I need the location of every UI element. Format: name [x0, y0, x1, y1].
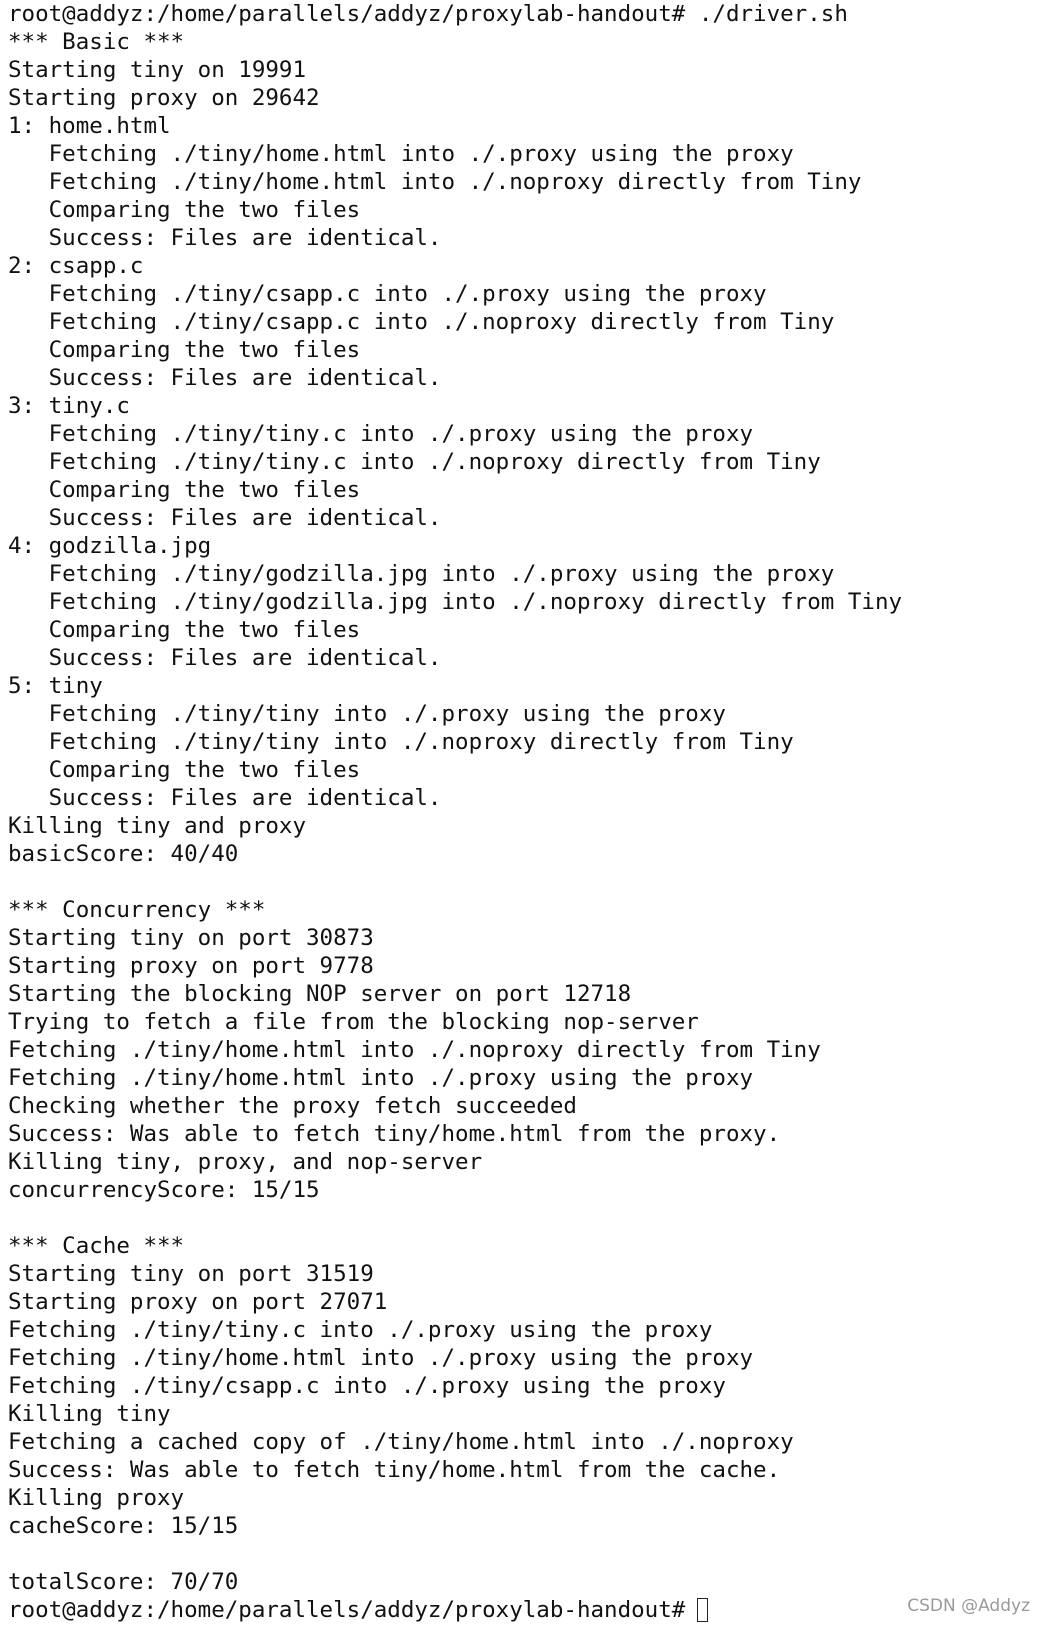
output-line: Fetching ./tiny/tiny.c into ./.proxy using the proxy [8, 1317, 713, 1343]
shell-prompt: root@addyz:/home/parallels/addyz/proxylab-handout# [8, 1597, 686, 1623]
command-prompt-line: root@addyz:/home/parallels/addyz/proxylab-handout# ./driver.sh [8, 1, 848, 27]
output-line: Fetching ./tiny/home.html into ./.proxy using the proxy [8, 1065, 754, 1091]
output-line: Fetching ./tiny/tiny.c into ./.noproxy directly from Tiny [8, 449, 821, 475]
output-line: Fetching ./tiny/tiny into ./.noproxy directly from Tiny [8, 729, 794, 755]
output-line: Fetching ./tiny/home.html into ./.noproxy directly from Tiny [8, 169, 862, 195]
output-line: Fetching ./tiny/home.html into ./.proxy using the proxy [8, 141, 794, 167]
output-line: Comparing the two files [8, 757, 361, 783]
output-line: Fetching a cached copy of ./tiny/home.html into ./.noproxy [8, 1429, 794, 1455]
output-line: concurrencyScore: 15/15 [8, 1177, 320, 1203]
output-line: *** Cache *** [8, 1233, 185, 1259]
output-line: *** Basic *** [8, 29, 185, 55]
output-line: 4: godzilla.jpg [8, 533, 212, 559]
output-line: Starting proxy on port 27071 [8, 1289, 388, 1315]
output-line: 1: home.html [8, 113, 171, 139]
output-line: Killing tiny and proxy [8, 813, 307, 839]
output-line: Starting the blocking NOP server on port 12718 [8, 981, 632, 1007]
output-line: Comparing the two files [8, 477, 361, 503]
output-line: *** Concurrency *** [8, 897, 266, 923]
output-line: Success: Files are identical. [8, 365, 442, 391]
text-cursor [697, 1598, 708, 1622]
output-line: Comparing the two files [8, 197, 361, 223]
output-line: Fetching ./tiny/godzilla.jpg into ./.proxy using the proxy [8, 561, 835, 587]
output-line: Comparing the two files [8, 337, 361, 363]
output-line: Success: Was able to fetch tiny/home.html from the cache. [8, 1457, 781, 1483]
output-line [8, 868, 1044, 896]
output-line: Starting proxy on 29642 [8, 85, 320, 111]
output-line: 5: tiny [8, 673, 103, 699]
output-line [8, 1204, 1044, 1232]
output-line: Fetching ./tiny/csapp.c into ./.noproxy directly from Tiny [8, 309, 835, 335]
watermark: CSDN @Addyz [907, 1596, 1030, 1616]
output-line: Success: Files are identical. [8, 505, 442, 531]
output-line: Fetching ./tiny/csapp.c into ./.proxy using the proxy [8, 281, 767, 307]
output-line: Success: Files are identical. [8, 785, 442, 811]
active-prompt-line[interactable] [8, 1596, 1044, 1624]
output-line: Fetching ./tiny/godzilla.jpg into ./.noproxy directly from Tiny [8, 589, 903, 615]
output-line [8, 1540, 1044, 1568]
output-line: 3: tiny.c [8, 393, 130, 419]
output-line: Success: Files are identical. [8, 225, 442, 251]
output-line: Fetching ./tiny/csapp.c into ./.proxy using the proxy [8, 1373, 726, 1399]
output-line: 2: csapp.c [8, 253, 144, 279]
output-line: Killing proxy [8, 1485, 185, 1511]
output-line: Checking whether the proxy fetch succeeded [8, 1093, 577, 1119]
output-line: totalScore: 70/70 [8, 1569, 239, 1595]
output-line: Starting tiny on 19991 [8, 57, 307, 83]
output-line: Starting tiny on port 31519 [8, 1261, 374, 1287]
output-line: Starting tiny on port 30873 [8, 925, 374, 951]
output-line: Comparing the two files [8, 617, 361, 643]
output-line: Killing tiny [8, 1401, 171, 1427]
output-line: Starting proxy on port 9778 [8, 953, 374, 979]
output-line: Fetching ./tiny/home.html into ./.noproxy directly from Tiny [8, 1037, 821, 1063]
output-line: Killing tiny, proxy, and nop-server [8, 1149, 483, 1175]
output-line: Fetching ./tiny/home.html into ./.proxy using the proxy [8, 1345, 754, 1371]
output-line: Trying to fetch a file from the blocking nop-server [8, 1009, 699, 1035]
terminal-output [8, 28, 1044, 1596]
output-line: Success: Files are identical. [8, 645, 442, 671]
output-line: Fetching ./tiny/tiny.c into ./.proxy using the proxy [8, 421, 754, 447]
output-line: Success: Was able to fetch tiny/home.html from the proxy. [8, 1121, 781, 1147]
output-line: basicScore: 40/40 [8, 841, 239, 867]
output-line: cacheScore: 15/15 [8, 1513, 239, 1539]
output-line: Fetching ./tiny/tiny into ./.proxy using the proxy [8, 701, 726, 727]
